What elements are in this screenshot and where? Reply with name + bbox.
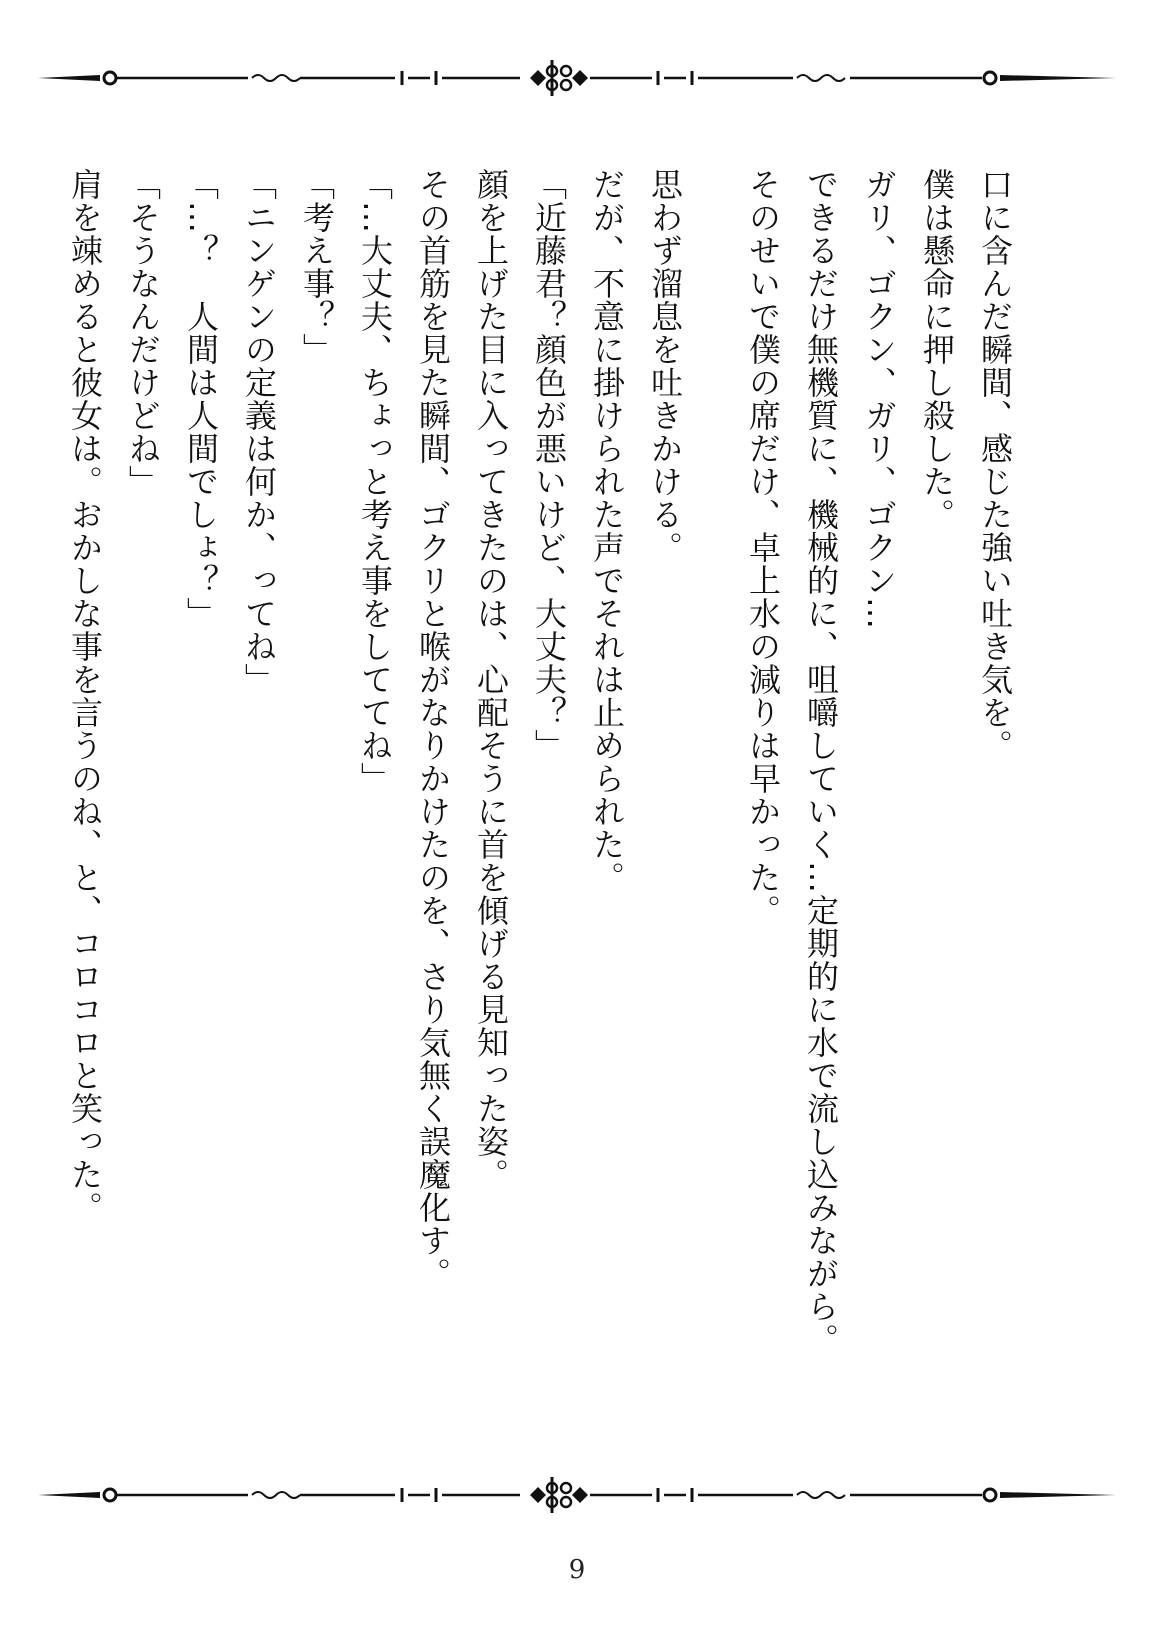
text-line: 「ニンゲンの定義は何か、ってね」	[240, 168, 278, 696]
text-line: そのせいで僕の席だけ、卓上水の減りは早かった。	[744, 168, 782, 927]
text-line: 「考え事？」	[298, 168, 336, 366]
text-line: 「…大丈夫、ちょっと考え事をしててね」	[356, 168, 394, 795]
text-line: 僕は懸命に押し殺した。	[918, 168, 956, 531]
paragraph-break	[694, 168, 734, 1418]
text-line: 「そうなんだけどね」	[124, 168, 162, 498]
vertical-text-body	[56, 168, 1024, 1418]
text-line: 「近藤君？顔色が悪いけど、大丈夫？」	[530, 168, 568, 762]
text-line: ガリ、ゴクン、ガリ、ゴクン…	[860, 168, 898, 630]
text-line: 口に含んだ瞬間、感じた強い吐き気を。	[976, 168, 1014, 762]
text-line: だが、不意に掛けられた声でそれは止められた。	[588, 168, 626, 894]
text-line: その首筋を見た瞬間、ゴクリと喉がなりかけたのを、さり気無く誤魔化す。	[414, 168, 452, 1290]
text-line: できるだけ無機質に、機械的に、咀嚼していく…定期的に水で流し込みながら。	[802, 168, 840, 1356]
text-line: 肩を竦めると彼女は。おかしな事を言うのね、と、コロコロと笑った。	[66, 168, 104, 1224]
text-line: 「…？ 人間は人間でしょ？」	[182, 168, 220, 630]
top-ornament-divider	[0, 58, 1154, 98]
text-line: 顔を上げた目に入ってきたのは、心配そうに首を傾げる見知った姿。	[472, 168, 510, 1191]
text-line: 思わず溜息を吐きかける。	[646, 168, 684, 564]
page-number: 9	[568, 1555, 586, 1585]
bottom-ornament-divider	[0, 1475, 1154, 1515]
